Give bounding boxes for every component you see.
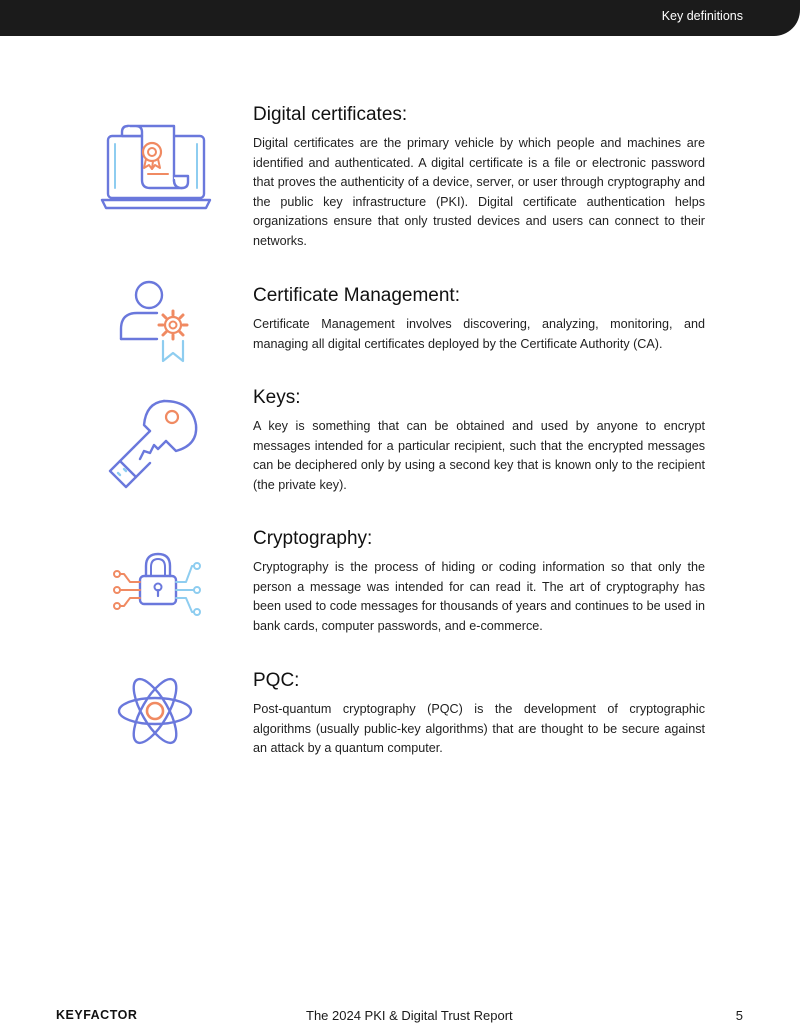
definition-content bbox=[253, 528, 705, 636]
user-gear-badge-icon bbox=[115, 279, 199, 376]
page-footer bbox=[0, 1006, 800, 1028]
definition-title: Digital certificates: bbox=[253, 104, 408, 125]
definition-content bbox=[253, 670, 705, 759]
section-label: Key definitions bbox=[661, 9, 743, 23]
definition-body: Certificate Management involves discovering, analyzing, monitoring, and managing all digital certificates deployed by the Certificate Authority (CA). bbox=[253, 317, 705, 351]
laptop-certificate-icon bbox=[100, 122, 212, 217]
definition-content bbox=[253, 285, 705, 354]
atom-icon bbox=[116, 672, 194, 755]
definition-body: Post-quantum cryptography (PQC) is the development of cryptographic algorithms (usually public-key algorithms) that are thought to be secure against an attack by a quantum computer. bbox=[253, 702, 705, 756]
keyfactor-logo: KEYFACTOR bbox=[56, 1008, 138, 1022]
header-bar bbox=[0, 0, 800, 36]
definition-body: Digital certificates are the primary vehicle by which people and machines are identified and authenticated. A digital certificate is a file or electronic password that proves the authenticity of a device, server, or user through cryptography and the public key infrastructure (PKI). Digital certificate authentication helps organizations ensure that only trusted devices and users can connect to their networks. bbox=[253, 136, 705, 248]
definition-body: A key is something that can be obtained and used by anyone to encrypt messages intended for a particular recipient, such that the encrypted messages can be deciphered only by using a second key that is known only to the recipient (the private key). bbox=[253, 419, 705, 492]
definition-title: PQC: bbox=[253, 670, 300, 691]
definition-content bbox=[253, 387, 705, 495]
definition-title: Keys: bbox=[253, 387, 301, 408]
key-usb-icon bbox=[106, 397, 202, 496]
definition-title: Cryptography: bbox=[253, 528, 373, 549]
definition-body: Cryptography is the process of hiding or coding information so that only the person a message was intended for can read it. The art of cryptography has been used to code messages for thousands of years and continues to be used in bank cards, computer passwords, and e-commerce. bbox=[253, 560, 705, 633]
definition-title: Certificate Management: bbox=[253, 285, 460, 306]
padlock-circuit-icon bbox=[110, 548, 206, 629]
definition-content bbox=[253, 104, 705, 252]
page-number: 5 bbox=[735, 1008, 743, 1023]
report-title: The 2024 PKI & Digital Trust Report bbox=[306, 1008, 513, 1023]
